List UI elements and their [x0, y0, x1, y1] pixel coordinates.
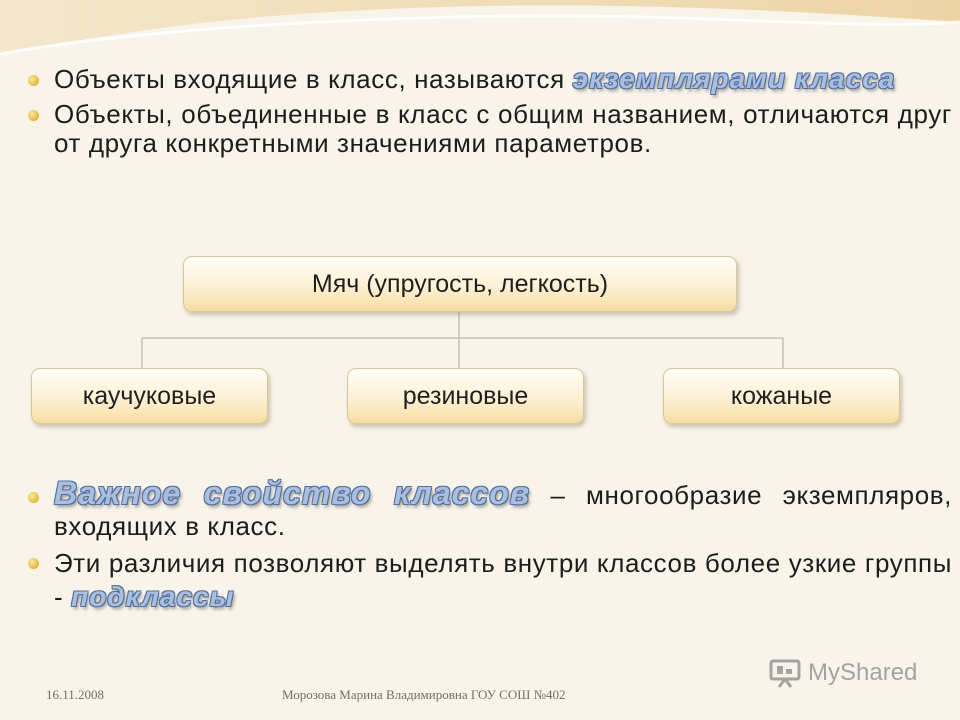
bullet-parameters — [28, 100, 952, 158]
term-class-instances: экземплярами класса — [572, 63, 896, 94]
term-subclasses: подклассы — [71, 581, 235, 612]
watermark-text: MyShared — [808, 659, 918, 686]
bullet-subclasses — [28, 546, 952, 614]
bullet-subclasses-text: Эти различия позволяют выделять внутри классов более узкие группы - — [54, 548, 952, 612]
diagram-connectors — [142, 312, 783, 368]
bullet-important-property-text: – многообразие экземпляров, входящих в класс. — [54, 480, 953, 541]
footer-author: Морозова Марина Владимировна ГОУ СОШ №402 — [282, 687, 566, 702]
diagram-child-node: каучуковые — [31, 368, 268, 424]
diagram-child-node: кожаные — [663, 368, 900, 424]
lower-text-block — [28, 475, 953, 614]
term-important-property: Важное свойство классов — [54, 475, 531, 511]
upper-text-block — [28, 62, 952, 158]
watermark-logo — [768, 658, 917, 688]
bullet-instances-text: Объекты входящие в класс, называются — [54, 64, 573, 94]
bullet-parameters-text: Объекты, объединенные в класс с общим названием, отличаются друг от друга конкретными значениями параметров. — [54, 99, 952, 158]
diagram-root-node: Мяч (упругость, легкость) — [183, 256, 737, 312]
diagram-child-node: резиновые — [347, 368, 584, 424]
footer-date: 16.11.2008 — [46, 687, 105, 702]
bullet-important-property — [28, 475, 953, 542]
presentation-icon — [768, 658, 802, 688]
bullet-instances — [28, 62, 952, 96]
